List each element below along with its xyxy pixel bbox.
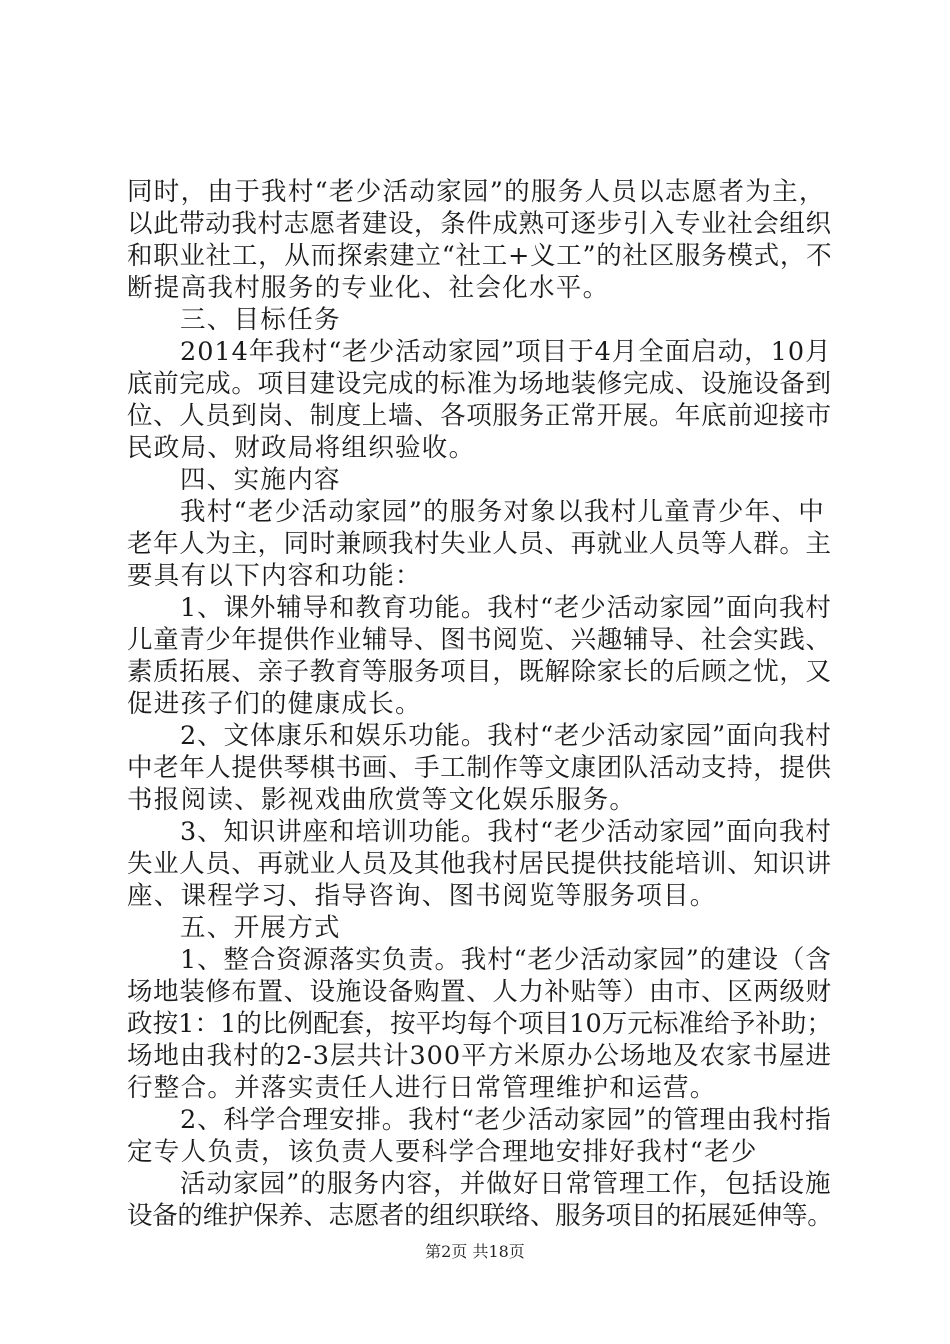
text-line-1: 同时，由于我村“老少活动家园”的服务人员以志愿者为主， xyxy=(127,177,826,207)
text-line-3: 和职业社工，从而探索建立“社工+义工”的社区服务模式，不 xyxy=(127,241,833,271)
text-line-30: 2、科学合理安排。我村“老少活动家园”的管理由我村指 xyxy=(180,1105,832,1135)
text-line-6: 2014年我村“老少活动家园”项目于4月全面启动，10月 xyxy=(180,337,832,367)
text-line-31: 定专人负责，该负责人要科学合理地安排好我村“老少 xyxy=(127,1137,758,1167)
text-line-32: 活动家园”的服务内容，并做好日常管理工作，包括设施 xyxy=(180,1169,832,1199)
text-line-28: 场地由我村的2-3层共计300平方米原办公场地及农家书屋进 xyxy=(127,1041,832,1071)
text-line-14: 1、课外辅导和教育功能。我村“老少活动家园”面向我村 xyxy=(180,593,832,623)
text-line-11: 我村“老少活动家园”的服务对象以我村儿童青少年、中 xyxy=(180,497,826,527)
text-line-20: 书报阅读、影视戏曲欣赏等文化娱乐服务。 xyxy=(127,785,637,815)
text-line-4: 断提高我村服务的专业化、社会化水平。 xyxy=(127,273,610,303)
text-line-15: 儿童青少年提供作业辅导、图书阅览、兴趣辅导、社会实践、 xyxy=(127,625,832,655)
text-line-12: 老年人为主，同时兼顾我村失业人员、再就业人员等人群。主 xyxy=(127,529,832,559)
section-heading-4: 四、实施内容 xyxy=(180,465,341,495)
text-line-22: 失业人员、再就业人员及其他我村居民提供技能培训、知识讲 xyxy=(127,849,832,879)
text-line-16: 素质拓展、亲子教育等服务项目，既解除家长的后顾之忧，又 xyxy=(127,657,832,687)
text-line-13: 要具有以下内容和功能： xyxy=(127,561,422,591)
text-line-17: 促进孩子们的健康成长。 xyxy=(127,689,422,719)
text-line-23: 座、课程学习、指导咨询、图书阅览等服务项目。 xyxy=(127,881,717,911)
text-line-7: 底前完成。项目建设完成的标准为场地装修完成、设施设备到 xyxy=(127,369,832,399)
page-footer: 第2页 共18页 xyxy=(425,1242,525,1261)
text-line-9: 民政局、财政局将组织验收。 xyxy=(127,433,476,463)
text-line-2: 以此带动我村志愿者建设，条件成熟可逐步引入专业社会组织 xyxy=(127,209,832,239)
text-line-29: 行整合。并落实责任人进行日常管理维护和运营。 xyxy=(127,1073,717,1103)
section-heading-3: 三、目标任务 xyxy=(180,305,341,335)
text-line-26: 场地装修布置、设施设备购置、人力补贴等）由市、区两级财 xyxy=(127,977,832,1007)
text-line-33: 设备的维护保养、志愿者的组织联络、服务项目的拓展延伸等。 xyxy=(127,1201,833,1231)
text-line-25: 1、整合资源落实负责。我村“老少活动家园”的建设（含 xyxy=(180,945,832,975)
text-line-18: 2、文体康乐和娱乐功能。我村“老少活动家园”面向我村 xyxy=(180,721,832,751)
text-line-27: 政按1：1的比例配套，按平均每个项目10万元标准给予补助； xyxy=(127,1009,833,1039)
section-heading-5: 五、开展方式 xyxy=(180,913,341,943)
text-line-19: 中老年人提供琴棋书画、手工制作等文康团队活动支持，提供 xyxy=(127,753,832,783)
text-line-8: 位、人员到岗、制度上墙、各项服务正常开展。年底前迎接市 xyxy=(127,401,832,431)
text-line-21: 3、知识讲座和培训功能。我村“老少活动家园”面向我村 xyxy=(180,817,832,847)
